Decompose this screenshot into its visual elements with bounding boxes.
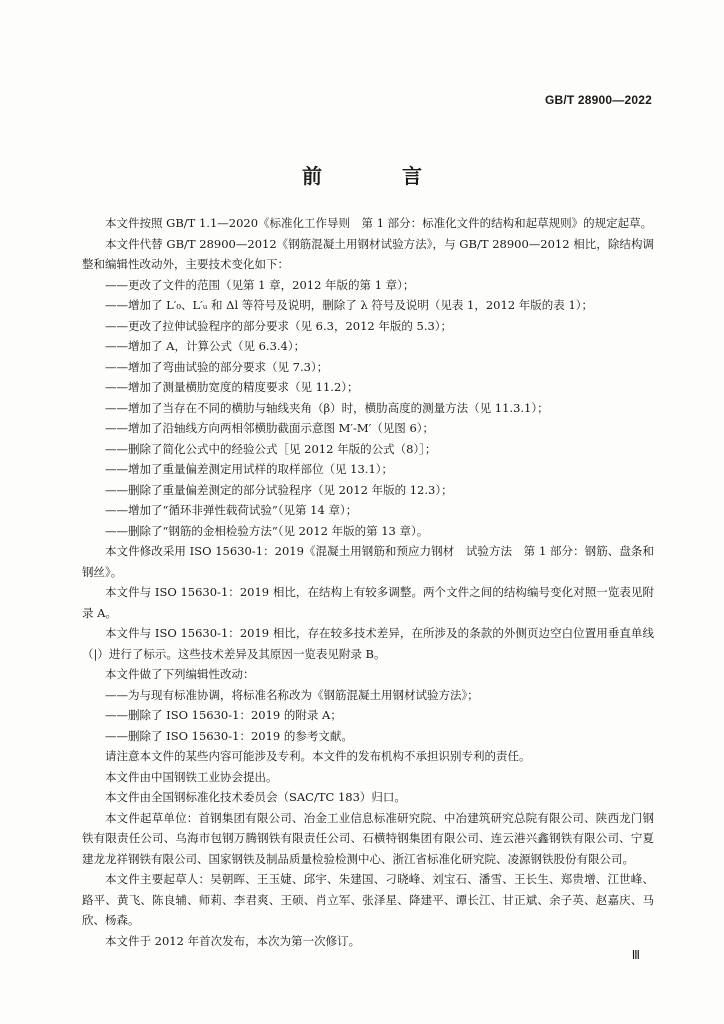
paragraph: 本文件于 2012 年首次发布，本次为第一次修订。 [105, 933, 361, 948]
page-number: Ⅲ [631, 948, 640, 962]
paragraph: 本文件做了下列编辑性改动： [105, 667, 255, 681]
page-title: 前 言 [302, 164, 452, 188]
change-list-item: ——为与现有标准协调，将标准名称改为《钢筋混凝土用钢材试验方法》； [105, 687, 479, 702]
paragraph: 本文件代替 GB/T 28900—2012《钢筋混凝土用钢材试验方法》，与 GB/T 28900—2012 相比，除结构调整和编辑性改动外，主要技术变化如下： [82, 236, 654, 271]
change-list-item: ——更改了文件的范围（见第 1 章，2012 年版的第 1 章）； [105, 277, 415, 292]
change-list-item: ——增加了弯曲试验的部分要求（见 7.3）； [105, 359, 329, 374]
change-list-item: ——删除了简化公式中的经验公式［见 2012 年版的公式（8）］； [105, 441, 437, 456]
foreword-body [82, 213, 654, 951]
change-list-item: ——增加了当存在不同的横肋与轴线夹角（β）时，横肋高度的测量方法（见 11.3.1）； [105, 400, 549, 415]
change-list-item: ——增加了 A，计算公式（见 6.3.4）； [105, 339, 306, 353]
paragraph: 本文件起草单位：首钢集团有限公司、冶金工业信息标准研究院、中冶建筑研究总院有限公司、陕西龙门钢铁有限责任公司、乌海市包钢万腾钢铁有限责任公司、石横特钢集团有限公司、连云港兴鑫钢铁有限公司、宁夏建龙龙祥钢铁有限公司、国家钢铁及制品质量检验检测中心、浙江省标准化研究院、凌源钢铁股份有限公司。 [82, 810, 654, 866]
paragraph: 本文件由全国钢标准化技术委员会（SAC/TC 183）归口。 [105, 790, 406, 804]
paragraph: 本文件由中国钢铁工业协会提出。 [105, 769, 278, 784]
change-list-item: ——增加了“循环非弹性载荷试验”（见第 14 章）； [105, 503, 358, 517]
paragraph: 本文件修改采用 ISO 15630-1：2019《混凝土用钢筋和预应力钢材 试验方法 第 1 部分：钢筋、盘条和钢丝》。 [82, 544, 654, 579]
change-list-item: ——增加了测量横肋宽度的精度要求（见 11.2）； [105, 380, 359, 394]
paragraph: 本文件与 ISO 15630-1：2019 相比，在结构上有较多调整。两个文件之间的结构编号变化对照一览表见附录 A。 [82, 585, 654, 620]
paragraph: 请注意本文件的某些内容可能涉及专利。本文件的发布机构不承担识别专利的责任。 [105, 749, 531, 763]
change-list-item: ——删除了 ISO 15630-1：2019 的附录 A； [105, 708, 342, 722]
paragraph: 本文件按照 GB/T 1.1—2020《标准化工作导则 第 1 部分：标准化文件的结构和起草规则》的规定起草。 [105, 216, 653, 230]
paragraph: 本文件与 ISO 15630-1：2019 相比，存在较多技术差异，在所涉及的条款的外侧页边空白位置用垂直单线（|）进行了标示。这些技术差异及其原因一览表见附录 B。 [82, 626, 654, 661]
change-list-item: ——删除了 ISO 15630-1：2019 的参考文献。 [105, 728, 353, 743]
change-list-item: ——增加了 L′₀、L′ᵤ 和 Δl 等符号及说明，删除了 λ 符号及说明（见表 1，2012 年版的表 1）； [105, 298, 594, 312]
change-list-item: ——增加了沿轴线方向两相邻横肋截面示意图 M′-M′（见图 6）； [105, 421, 435, 435]
change-list-item: ——删除了“钢筋的金相检验方法”（见 2012 年版的第 13 章）。 [105, 523, 429, 538]
paragraph: 本文件主要起草人：吴朝晖、王玉婕、邱宇、朱建国、刁晓峰、刘宝石、潘雪、王长生、郑贵增、江世峰、路平、黄飞、陈良辅、师莉、李君爽、王硕、肖立军、张泽星、降建平、谭长江、甘正斌、余子英、赵嘉庆、马欣、杨森。 [82, 872, 654, 927]
standard-code: GB/T 28900—2022 [544, 93, 652, 107]
change-list-item: ——增加了重量偏差测定用试样的取样部位（见 13.1）； [105, 462, 394, 476]
change-list-item: ——删除了重量偏差测定的部分试验程序（见 2012 年版的 12.3）； [105, 482, 453, 497]
change-list-item: ——更改了拉伸试验程序的部分要求（见 6.3，2012 年版的 5.3）； [105, 318, 453, 333]
